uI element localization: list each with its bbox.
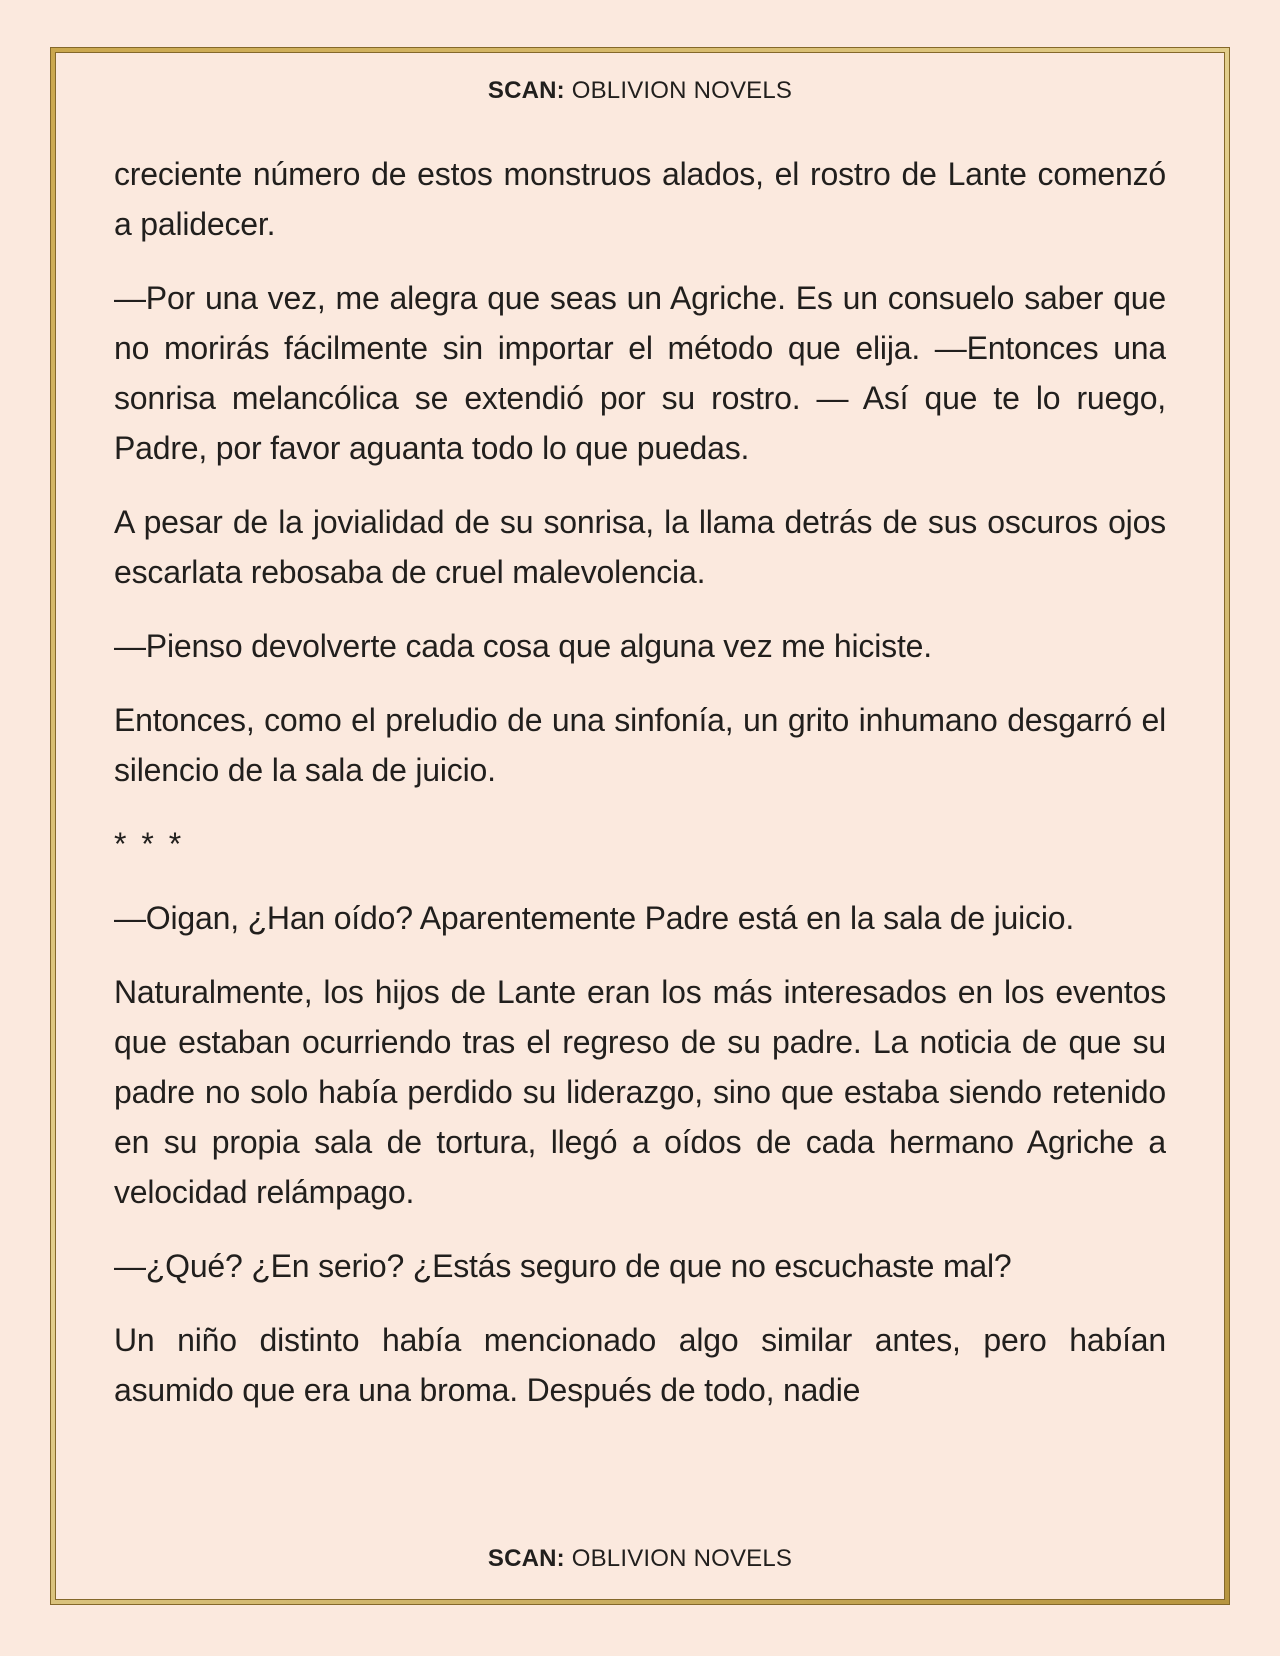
section-separator: * * * [114,826,185,862]
scan-footer [114,1545,1166,1573]
paragraph: creciente número de estos monstruos alados, el rostro de Lante comenzó a palidecer. [114,156,1166,242]
paragraph: Entonces, como el preludio de una sinfonía, un grito inhumano desgarró el silencio de la sala de juicio. [114,702,1166,788]
page-text [114,149,1166,1545]
scan-footer-title: OBLIVION NOVELS [571,1545,793,1572]
scan-header-title: OBLIVION NOVELS [571,77,793,104]
scan-footer-label: SCAN: [487,1545,565,1572]
page-frame [50,47,1230,1605]
paragraph: Un niño distinto había mencionado algo similar antes, pero habían asumido que era una broma. Después de todo, nadie [114,1322,1166,1408]
paragraph: —Por una vez, me alegra que seas un Agriche. Es un consuelo saber que no morirás fácilmente sin importar el método que elija. —Entonces una sonrisa melancólica se extendió por su rostro. — Así que te lo ruego, Padre, por favor aguanta todo lo que puedas. [114,280,1166,466]
page-frame-inner [55,52,1225,1600]
paragraph: —¿Qué? ¿En serio? ¿Estás seguro de que no escuchaste mal? [114,1248,1012,1284]
paragraph: A pesar de la jovialidad de su sonrisa, la llama detrás de sus oscuros ojos escarlata rebosaba de cruel malevolencia. [114,504,1166,590]
scan-header [114,77,1166,105]
paragraph: Naturalmente, los hijos de Lante eran los más interesados en los eventos que estaban ocurriendo tras el regreso de su padre. La noticia de que su padre no solo había perdido su liderazgo, sino que estaba siendo retenido en su propia sala de tortura, llegó a oídos de cada hermano Agriche a velocidad relámpago. [114,974,1166,1210]
paragraph: —Oigan, ¿Han oído? Aparentemente Padre está en la sala de juicio. [114,900,1075,936]
paragraph: —Pienso devolverte cada cosa que alguna vez me hiciste. [114,628,932,664]
scan-header-label: SCAN: [487,77,565,104]
